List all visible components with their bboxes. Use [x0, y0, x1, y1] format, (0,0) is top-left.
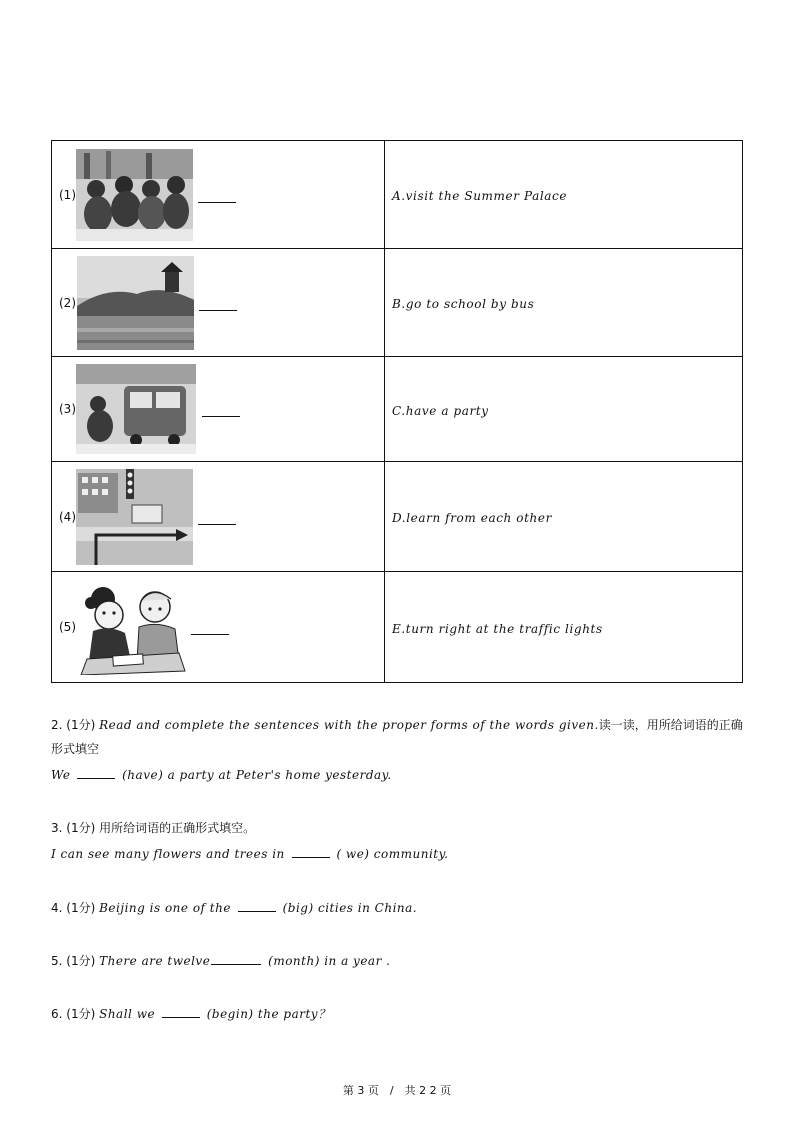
question-3-header — [51, 816, 255, 840]
question-number: 5. (1分) — [51, 954, 96, 968]
picture-cell — [52, 141, 385, 249]
matching-table — [51, 140, 743, 683]
table-row — [52, 141, 743, 249]
answer-blank[interactable] — [191, 634, 229, 635]
item-number: (1) — [59, 187, 76, 202]
option-text: C.have a party — [392, 403, 489, 418]
answer-blank[interactable] — [238, 899, 276, 912]
item-number: (2) — [59, 295, 76, 310]
sentence-text: (big) cities in China. — [282, 901, 418, 915]
traffic-light-turn-right-picture — [76, 469, 193, 565]
option-text: D.learn from each other — [392, 511, 552, 525]
question-5 — [51, 949, 390, 973]
question-2-header — [51, 713, 743, 737]
option-text: A.visit the Summer Palace — [392, 189, 568, 203]
item-number: (4) — [59, 509, 76, 524]
sentence-text: There are twelve — [99, 954, 211, 968]
question-2-header-cont — [51, 737, 99, 761]
answer-blank[interactable] — [202, 416, 240, 417]
question-3-sentence — [51, 842, 449, 866]
question-2-sentence — [51, 763, 392, 787]
sentence-text: (begin) the party？ — [206, 1007, 331, 1021]
item-number: (5) — [59, 620, 76, 634]
sentence-text: Beijing is one of the — [99, 901, 231, 915]
question-number: 6. (1分) — [51, 1007, 96, 1021]
answer-blank[interactable] — [77, 766, 115, 779]
option-cell — [385, 462, 743, 572]
option-cell — [385, 357, 743, 462]
table-row — [52, 572, 743, 683]
picture-cell — [52, 572, 385, 683]
question-number: 2. (1分) — [51, 718, 96, 732]
question-instruction-cn: 形式填空 — [51, 742, 100, 756]
question-number: 4. (1分) — [51, 901, 96, 915]
answer-blank[interactable] — [198, 524, 236, 525]
children-party-picture — [76, 149, 193, 241]
sentence-text: We — [51, 768, 71, 782]
question-instruction-en: Read and complete the sentences with the proper forms of the words given. — [99, 718, 599, 732]
picture-cell — [52, 462, 385, 572]
page-footer: 第 3 页 / 共 2 2 页 — [342, 1084, 452, 1097]
answer-blank[interactable] — [211, 952, 261, 965]
question-number: 3. (1分) — [51, 821, 96, 835]
question-6 — [51, 1002, 331, 1026]
answer-blank[interactable] — [199, 310, 237, 311]
sentence-text: (month) in a year . — [268, 954, 391, 968]
table-row — [52, 462, 743, 572]
table-row — [52, 249, 743, 357]
option-cell — [385, 141, 743, 249]
question-instruction-cn: 读一读，用所给词语的正确 — [598, 718, 743, 732]
question-instruction-cn: 用所给词语的正确形式填空。 — [99, 821, 256, 835]
answer-blank[interactable] — [162, 1005, 200, 1018]
option-text: E.turn right at the traffic lights — [392, 621, 603, 636]
option-text: B.go to school by bus — [392, 297, 535, 311]
sentence-text: (have) a party at Peter's home yesterday. — [122, 768, 392, 782]
two-students-learning-picture — [79, 579, 187, 675]
question-4 — [51, 896, 417, 920]
school-bus-picture — [76, 364, 196, 454]
option-cell — [385, 249, 743, 357]
item-number: (3) — [59, 402, 76, 416]
summer-palace-picture — [77, 256, 194, 350]
answer-blank[interactable] — [292, 845, 330, 858]
sentence-text: Shall we — [99, 1007, 156, 1021]
sentence-text: I can see many flowers and trees in — [51, 847, 285, 861]
picture-cell — [52, 249, 385, 357]
sentence-text: ( we) community. — [336, 847, 449, 861]
picture-cell — [52, 357, 385, 462]
table-row — [52, 357, 743, 462]
answer-blank[interactable] — [198, 202, 236, 203]
option-cell — [385, 572, 743, 683]
